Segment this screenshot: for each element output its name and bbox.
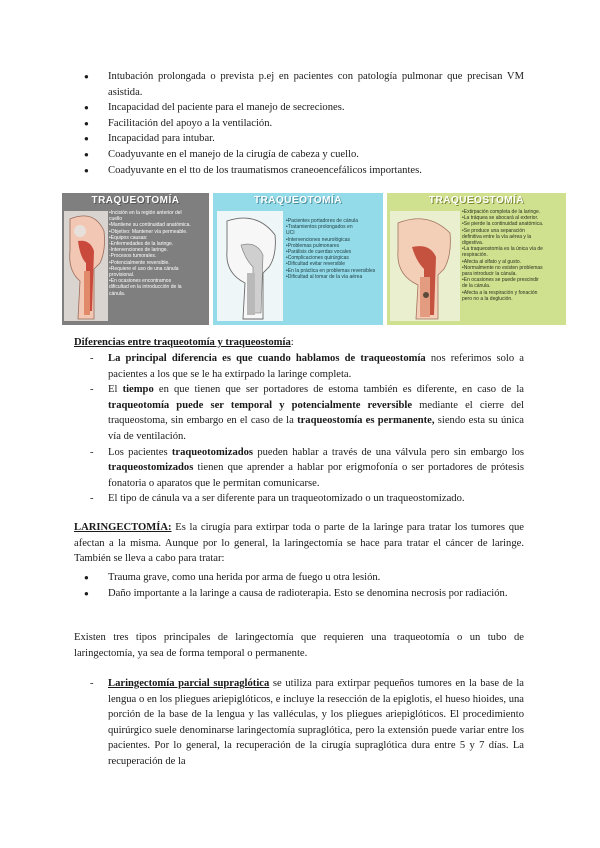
traqueotomia-panel-2	[213, 193, 383, 325]
differences-heading: Diferencias entre traqueotomía y traqueostomía:	[74, 337, 294, 348]
list-item: ● Incapacidad del paciente para el manejo de secreciones.	[84, 100, 524, 116]
list-item: ● Intubación prolongada o prevista p.ej en pacientes con patología pulmonar que precisan VM asistida.	[84, 69, 524, 100]
panel-title: TRAQUEOSTOMÍA	[428, 195, 525, 206]
head-anatomy-illustration	[217, 211, 283, 321]
section-heading: Diferencias entre traqueotomía y traqueostomía	[74, 337, 291, 348]
panel-title: TRAQUEOTOMÍA	[253, 195, 343, 206]
list-item: ● Facilitación del apoyo a la ventilación.	[84, 116, 524, 132]
comparison-banner-image	[62, 193, 566, 325]
list-item: - Laringectomía parcial supraglótica se utiliza para extirpar pequeños tumores en la base de la lengua o en los pliegues ariepiglóticos, e incluye la resección de la epiglotis, el hueso hioides, una porción de la base de la lengua y las valléculas, y los pliegues ariepiglóticos. El procedimiento quirúrgico suele denominarse laringectomía supraglótica, pero la extensión puede variar entre los pacientes. Por lo general, la recuperación de la cirugía supraglótica dura entre 5 y 7 días. La recuperación de la	[90, 676, 524, 770]
indications-list	[84, 69, 524, 178]
panel-text: •Pacientes portadores de cánula •Tratamientos prolongados en UCI •Intervenciones neurológicas •Problemas pulmonares •Parálisis de cuerdas vocales •Complicaciones quirúrgicas •Dificultad evitar reversible •En la práctica en problemas reversibles •Dificultad al tomar de la vía aérea	[286, 218, 376, 280]
list-item: - El tiempo en que tienen que ser portadores de estoma también es diferente, en caso de la traqueotomía puede ser temporal y potencialmente reversible mediante el cierre del traqueostoma, sin embargo en el caso de la traqueostomía es permanente, siendo esta su única vía de ventilación.	[90, 382, 524, 444]
list-item: - El tipo de cánula va a ser diferente para un traqueotomizado o un traqueostomizado.	[90, 491, 524, 507]
traqueotomia-panel-1	[62, 193, 209, 325]
laryngectomy-types-list	[90, 676, 524, 770]
list-item: ● Trauma grave, como una herida por arma de fuego u otra lesión.	[84, 570, 524, 586]
section-heading: LARINGECTOMÍA:	[74, 522, 172, 533]
list-item: ● Coadyuvante en el manejo de la cirugía de cabeza y cuello.	[84, 147, 524, 163]
laryngectomy-list	[84, 570, 524, 601]
laryngectomy-types-paragraph: Existen tres tipos principales de laringectomía que requieren una traqueotomía o un tubo de laringectomía, ya sea de forma temporal o permanente.	[74, 632, 524, 659]
panel-text: •Extirpación completa de la laringe. •La tráquea se abocará al exterior. •Se pierde la continuidad anatómica. •Se produce una separación definitiva entre la vía aérea y la digestiva. •La traqueostomía es la única vía de respiración. •Afecta al olfato y al gusto. •Normalmente no existen problemas para introducir la cánula. •En ocasiones se puede prescindir de la cánula. •Afecta a la respiración y fonación pero no a la deglución.	[462, 209, 544, 302]
list-item: - La principal diferencia es que cuando hablamos de traqueostomía nos referimos solo a pacientes a los que se le ha extirpado la laringe completa.	[90, 351, 524, 382]
list-item: ● Daño importante a la laringe a causa de radioterapia. Esto se denomina necrosis por radiación.	[84, 586, 524, 602]
differences-list	[90, 351, 524, 507]
traqueostomia-panel	[387, 193, 566, 325]
laryngectomy-paragraph: LARINGECTOMÍA: Es la cirugía para extirpar toda o parte de la laringe para tratar los tumores que afectan a la misma. Aunque por lo general, la laringectomía se hace para tratar el cáncer de laringe. También se lleva a cabo para tratar:	[74, 522, 524, 565]
panel-text: •Incisión en la región anterior del cuello •Mantiene su continuidad anatómica. •Objetivo: Mantener vía permeable. •Equipos causas: -Enfermedades de la laringe. -Intervenciones de laringe. -Procesos tumorales. •Potencialmente reversible. •Requiere el uso de una cánula provisional. •En ocasiones encontramos dificultad en la introducción de la cánula.	[109, 210, 191, 297]
list-item: ● Incapacidad para intubar.	[84, 131, 524, 147]
panel-title: TRAQUEOTOMÍA	[91, 195, 180, 206]
list-item: - Los pacientes traqueotomizados pueden hablar a través de una válvula pero sin embargo los traqueostomizados tienen que aprender a hablar por erigmofonía o ser portadores de prótesis fonatoria o aparatos que le permitan comunicarse.	[90, 445, 524, 492]
head-anatomy-illustration	[64, 211, 108, 321]
neck-anatomy-illustration	[390, 211, 460, 321]
list-item: ● Coadyuvante en el tto de los traumatismos craneoencefálicos importantes.	[84, 163, 524, 179]
